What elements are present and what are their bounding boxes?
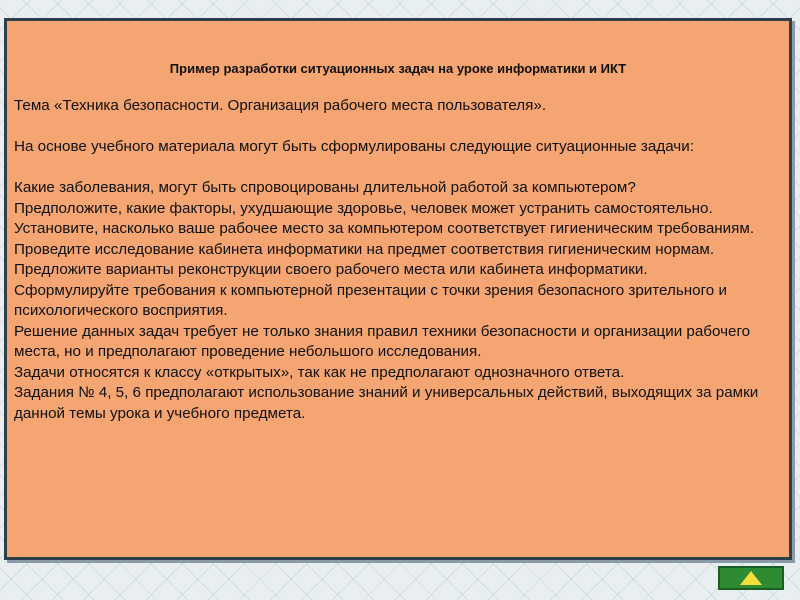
task-item: Сформулируйте требования к компьютерной презентации с точки зрения безопасного зрительного и психологического восприятия. [14, 281, 727, 319]
topic-line: Тема «Техника безопасности. Организация рабочего места пользователя». [14, 97, 547, 114]
task-item: Предположите, какие факторы, ухудшающие здоровье, человек может устранить самостоятельно. [14, 199, 713, 217]
slide-body [14, 96, 784, 424]
nav-up-button[interactable] [718, 566, 784, 590]
note-paragraph: Задания № 4, 5, 6 предполагают использование знаний и универсальных действий, выходящих за рамки данной темы урока и учебного предмета. [14, 384, 759, 422]
task-item: Какие заболевания, могут быть спровоцированы длительной работой за компьютером? [14, 179, 636, 196]
task-item: Проведите исследование кабинета информатики на предмет соответствия гигиеническим нормам. [14, 240, 715, 258]
task-item: Установите, насколько ваше рабочее место за компьютером соответствует гигиеническим требованиям. [14, 220, 755, 237]
arrow-up-icon [740, 571, 762, 585]
slide-card [4, 18, 792, 560]
note-paragraph: Задачи относятся к классу «открытых», так как не предполагают однозначного ответа. [14, 363, 625, 381]
intro-paragraph: На основе учебного материала могут быть сформулированы следующие ситуационные задачи: [14, 138, 694, 155]
spacer [14, 117, 784, 138]
slide-title: Пример разработки ситуационных задач на уроке информатики и ИКТ [169, 61, 627, 76]
spacer [14, 158, 784, 179]
note-paragraph: Решение данных задач требует не только знания правил техники безопасности и организации рабочего места, но и предполагают проведение небольшого исследования. [14, 322, 751, 360]
task-item: Предложите варианты реконструкции своего рабочего места или кабинета информатики. [14, 261, 648, 278]
